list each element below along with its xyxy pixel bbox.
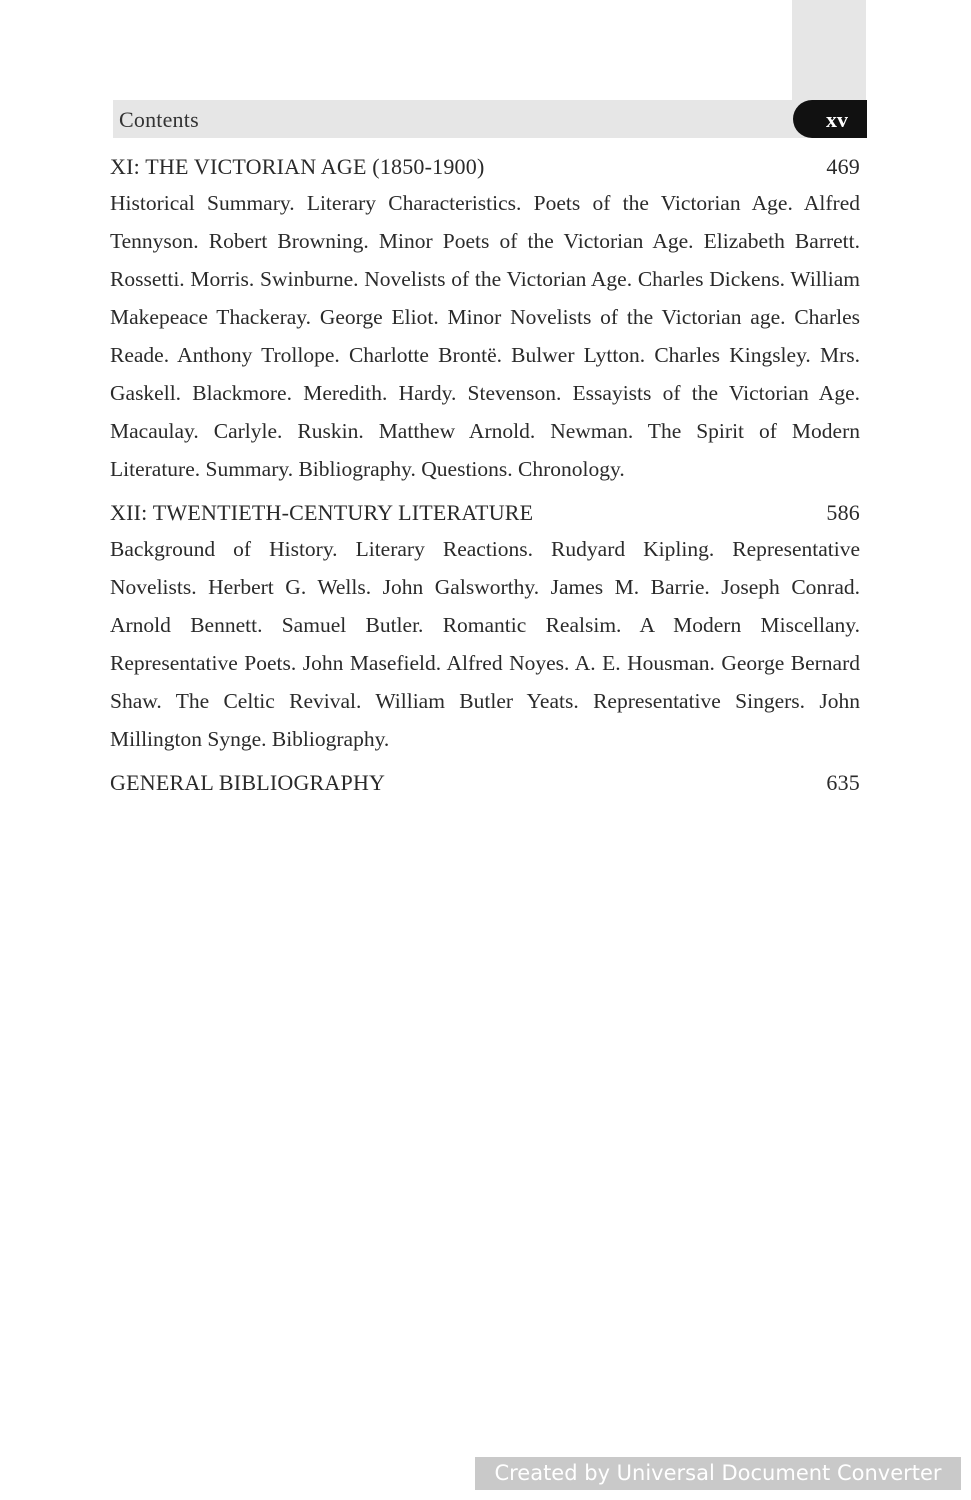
toc-entry-page: 469 bbox=[826, 154, 860, 179]
toc-entry-title: XII: TWENTIETH-CENTURY LITERATURE bbox=[110, 500, 534, 525]
toc-entry-description: Background of History. Literary Reactions. Rudyard Kipling. Representative Novelists. Herbert G. Wells. John Galsworthy. James M. Barrie. Joseph Conrad. Arnold Bennett. Samuel Butler. Romantic Realsim. A Modern Miscellany. Representative Poets. John Masefield. Alfred Noyes. A. E. Housman. George Bernard Shaw. The Celtic Revival. William Butler Yeats. Representative Singers. John Millington Synge. Bibliography. bbox=[110, 537, 860, 751]
running-header bbox=[113, 100, 866, 138]
table-of-contents bbox=[110, 152, 860, 808]
toc-entry-chapter-12 bbox=[110, 498, 860, 758]
toc-entry-heading bbox=[110, 498, 860, 528]
toc-entry-heading bbox=[110, 152, 860, 182]
page-number-tab: xv bbox=[793, 100, 867, 138]
toc-entry-title: XI: THE VICTORIAN AGE (1850-1900) bbox=[110, 154, 485, 179]
running-header-title: Contents bbox=[119, 107, 199, 132]
converter-watermark: Created by Universal Document Converter bbox=[475, 1457, 961, 1490]
toc-entry-title: GENERAL BIBLIOGRAPHY bbox=[110, 770, 386, 795]
toc-entry-page: 586 bbox=[826, 500, 860, 525]
toc-entry-chapter-11 bbox=[110, 152, 860, 488]
toc-entry-general-bibliography bbox=[110, 768, 860, 798]
toc-entry-page: 635 bbox=[826, 770, 860, 795]
page-tab-strip bbox=[792, 0, 866, 100]
toc-entry-description: Historical Summary. Literary Characteristics. Poets of the Victorian Age. Alfred Tennyson. Robert Browning. Minor Poets of the Victorian Age. Elizabeth Barrett. Rossetti. Morris. Swinburne. Novelists of the Victorian Age. Charles Dickens. William Makepeace Thackeray. George Eliot. Minor Novelists of the Victorian age. Charles Reade. Anthony Trollope. Charlotte Brontë. Bulwer Lytton. Charles Kingsley. Mrs. Gaskell. Blackmore. Meredith. Hardy. Stevenson. Essayists of the Victorian Age. Macaulay. Carlyle. Ruskin. Matthew Arnold. Newman. The Spirit of Modern Literature. Summary. Bibliography. Questions. Chronology. bbox=[110, 191, 860, 481]
toc-entry-heading bbox=[110, 768, 860, 798]
